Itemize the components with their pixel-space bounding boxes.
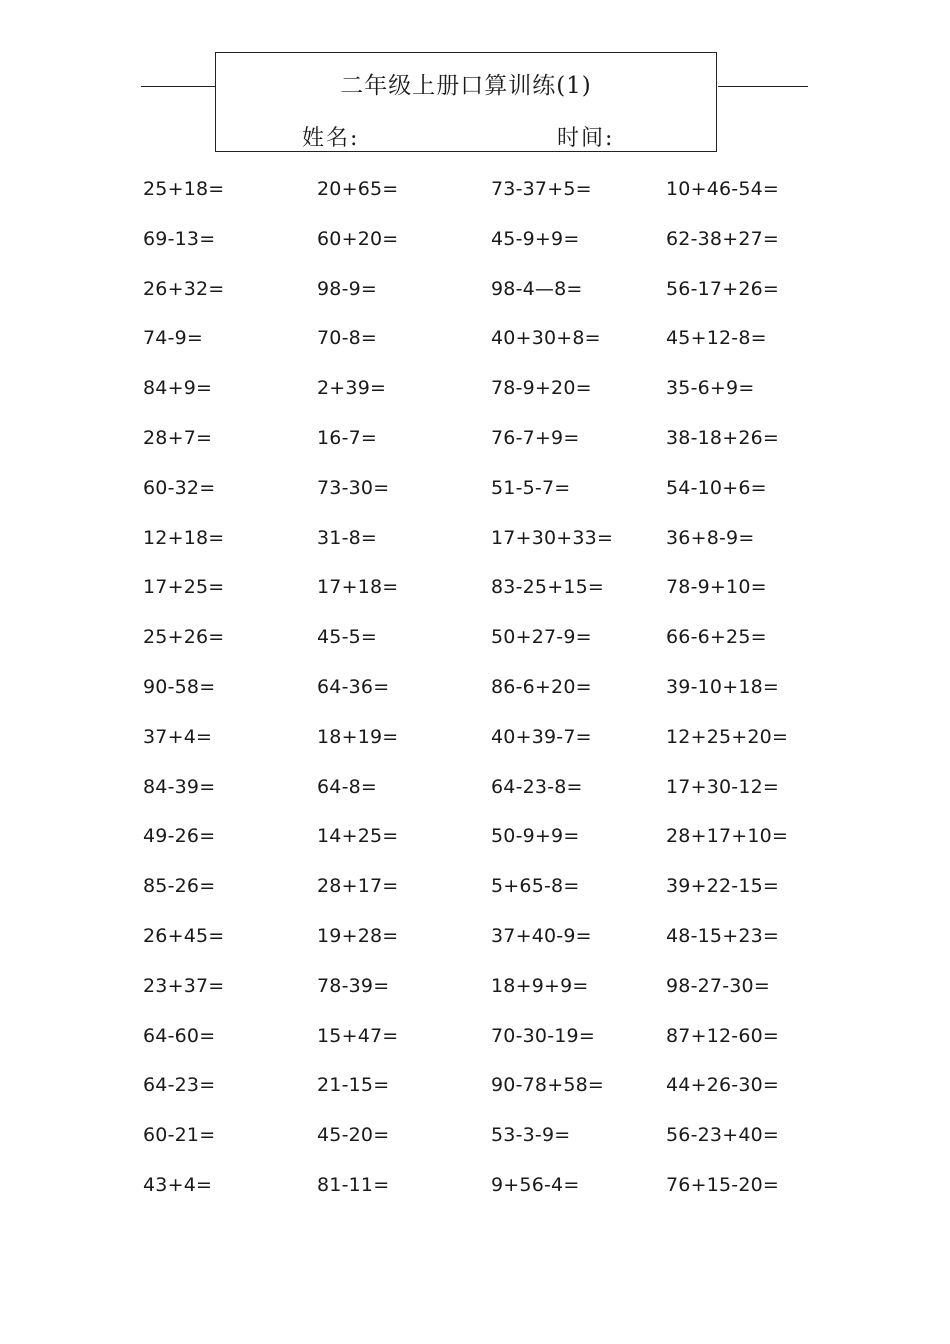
arithmetic-problem: 17+25=	[143, 576, 225, 599]
arithmetic-problem: 50-9+9=	[491, 825, 580, 848]
arithmetic-problem: 60+20=	[317, 227, 399, 250]
arithmetic-problem: 18+9+9=	[491, 974, 589, 997]
arithmetic-problem: 90-78+58=	[491, 1074, 605, 1097]
arithmetic-problem: 17+18=	[317, 576, 399, 599]
arithmetic-problem: 73-30=	[317, 476, 390, 499]
arithmetic-problem: 36+8-9=	[666, 526, 755, 549]
arithmetic-problem: 56-17+26=	[666, 277, 780, 300]
arithmetic-problem: 49-26=	[143, 825, 216, 848]
arithmetic-problem: 64-23-8=	[491, 775, 583, 798]
arithmetic-problem: 14+25=	[317, 825, 399, 848]
arithmetic-problem: 18+19=	[317, 725, 399, 748]
arithmetic-problem: 64-8=	[317, 775, 378, 798]
arithmetic-problem: 64-36=	[317, 675, 390, 698]
arithmetic-problem: 76-7+9=	[491, 426, 580, 449]
arithmetic-problem: 84-39=	[143, 775, 216, 798]
arithmetic-problem: 5+65-8=	[491, 875, 580, 898]
arithmetic-problem: 62-38+27=	[666, 227, 780, 250]
arithmetic-problem: 15+47=	[317, 1024, 399, 1047]
arithmetic-problem: 31-8=	[317, 526, 378, 549]
arithmetic-problem: 81-11=	[317, 1173, 390, 1196]
worksheet-header	[215, 52, 717, 152]
arithmetic-problem: 21-15=	[317, 1074, 390, 1097]
arithmetic-problem: 35-6+9=	[666, 377, 755, 400]
arithmetic-problem: 64-23=	[143, 1074, 216, 1097]
arithmetic-problem: 19+28=	[317, 924, 399, 947]
arithmetic-problem: 69-13=	[143, 227, 216, 250]
arithmetic-problem: 83-25+15=	[491, 576, 605, 599]
header-rule-left	[141, 86, 216, 87]
time-label: 时间:	[557, 126, 615, 151]
arithmetic-problem: 40+30+8=	[491, 327, 601, 350]
problem-grid	[143, 175, 843, 1221]
arithmetic-problem: 51-5-7=	[491, 476, 571, 499]
arithmetic-problem: 28+7=	[143, 426, 213, 449]
arithmetic-problem: 45-9+9=	[491, 227, 580, 250]
arithmetic-problem: 78-39=	[317, 974, 390, 997]
arithmetic-problem: 17+30+33=	[491, 526, 614, 549]
arithmetic-problem: 98-27-30=	[666, 974, 770, 997]
arithmetic-problem: 2+39=	[317, 377, 387, 400]
arithmetic-problem: 86-6+20=	[491, 675, 592, 698]
arithmetic-problem: 85-26=	[143, 875, 216, 898]
arithmetic-problem: 45+12-8=	[666, 327, 767, 350]
arithmetic-problem: 76+15-20=	[666, 1173, 780, 1196]
arithmetic-problem: 17+30-12=	[666, 775, 780, 798]
arithmetic-problem: 16-7=	[317, 426, 378, 449]
name-label: 姓名:	[302, 126, 360, 151]
arithmetic-problem: 10+46-54=	[666, 178, 780, 200]
arithmetic-problem: 98-9=	[317, 277, 378, 300]
arithmetic-problem: 84+9=	[143, 377, 213, 400]
arithmetic-problem: 60-32=	[143, 476, 216, 499]
arithmetic-problem: 70-8=	[317, 327, 378, 350]
arithmetic-problem: 12+18=	[143, 526, 225, 549]
arithmetic-problem: 73-37+5=	[491, 178, 592, 200]
arithmetic-problem: 26+32=	[143, 277, 225, 300]
arithmetic-problem: 25+26=	[143, 626, 225, 649]
worksheet-title: 二年级上册口算训练(1)	[340, 73, 592, 99]
arithmetic-problem: 54-10+6=	[666, 476, 767, 499]
arithmetic-problem: 70-30-19=	[491, 1024, 595, 1047]
arithmetic-problem: 98-4—8=	[491, 277, 583, 300]
arithmetic-problem: 9+56-4=	[491, 1173, 580, 1196]
arithmetic-problem: 56-23+40=	[666, 1124, 780, 1147]
arithmetic-problem: 48-15+23=	[666, 924, 780, 947]
arithmetic-problem: 38-18+26=	[666, 426, 780, 449]
arithmetic-problem: 28+17+10=	[666, 825, 789, 848]
arithmetic-problem: 37+4=	[143, 725, 213, 748]
arithmetic-problem: 37+40-9=	[491, 924, 592, 947]
arithmetic-problem: 64-60=	[143, 1024, 216, 1047]
arithmetic-problem: 74-9=	[143, 327, 204, 350]
arithmetic-problem: 90-58=	[143, 675, 216, 698]
arithmetic-problem: 60-21=	[143, 1124, 216, 1147]
arithmetic-problem: 66-6+25=	[666, 626, 767, 649]
arithmetic-problem: 26+45=	[143, 924, 225, 947]
arithmetic-problem: 78-9+10=	[666, 576, 767, 599]
arithmetic-problem: 23+37=	[143, 974, 225, 997]
arithmetic-problem: 12+25+20=	[666, 725, 789, 748]
arithmetic-problem: 78-9+20=	[491, 377, 592, 400]
arithmetic-problem: 28+17=	[317, 875, 399, 898]
arithmetic-problem: 20+65=	[317, 178, 399, 200]
arithmetic-problem: 39+22-15=	[666, 875, 780, 898]
arithmetic-problem: 40+39-7=	[491, 725, 592, 748]
arithmetic-problem: 39-10+18=	[666, 675, 780, 698]
arithmetic-problem: 45-5=	[317, 626, 378, 649]
arithmetic-problem: 87+12-60=	[666, 1024, 780, 1047]
arithmetic-problem: 44+26-30=	[666, 1074, 780, 1097]
arithmetic-problem: 45-20=	[317, 1124, 390, 1147]
arithmetic-problem: 53-3-9=	[491, 1124, 571, 1147]
arithmetic-problem: 43+4=	[143, 1173, 213, 1196]
arithmetic-problem: 25+18=	[143, 178, 225, 200]
header-rule-right	[718, 86, 808, 87]
arithmetic-problem: 50+27-9=	[491, 626, 592, 649]
